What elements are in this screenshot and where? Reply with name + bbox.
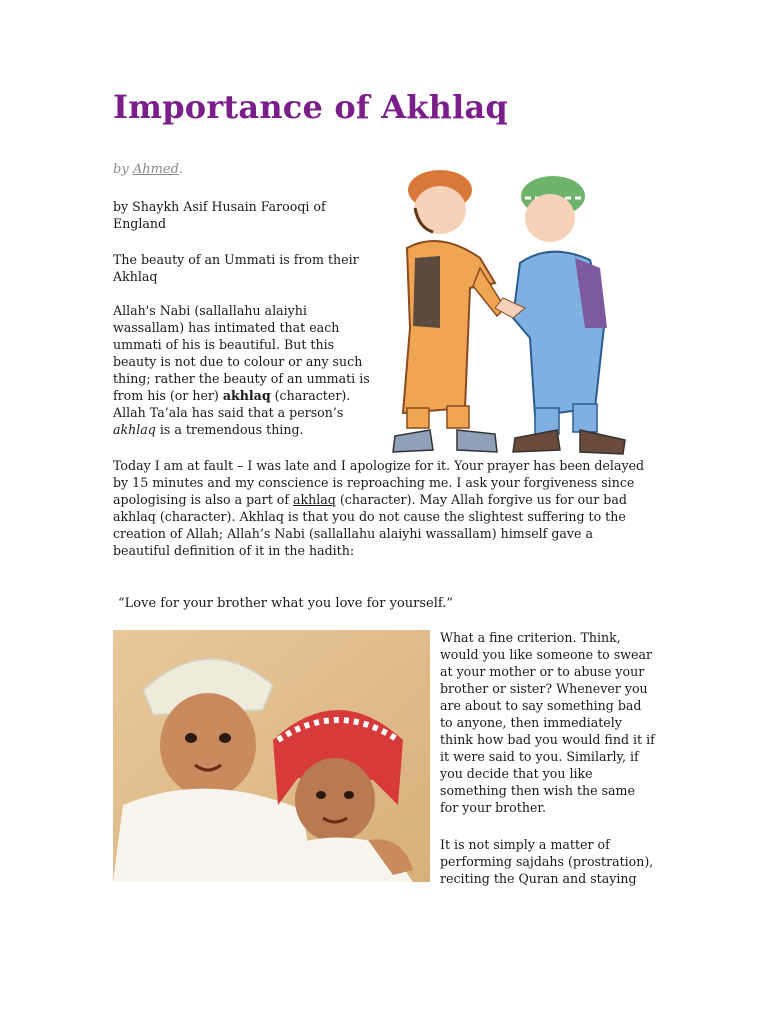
author-attribution: by Shaykh Asif Husain Farooqi of England (113, 199, 326, 231)
byline-prefix: by (113, 162, 133, 177)
sajdah-paragraph: It is not simply a matter of performing sajdahs (prostration), reciting the Quran and staying (440, 837, 654, 886)
akhlaq-bold: akhlaq (222, 388, 271, 403)
criterion-paragraph: What a fine criterion. Think, would you like someone to swear at your mother or to abuse your brother or sister? Whenever you are about to say something bad to anyone, then immediately think how bad you would find it if it were said to you. Similarly, if you decide that you like something then wish the same for your brother. (440, 630, 655, 815)
akhlaq-italic: akhlaq (113, 422, 156, 437)
nabi-paragraph: Allah's Nabi (sallallahu alaiyhi wassallam) has intimated that each ummati of his is beautiful. But this beauty is not due to colour or any such thing; rather the beauty of an ummati is from his (or her) akhlaq (character). Allah Ta’ala has said that a person’s akhlaq is a tremendous thing. (113, 303, 370, 437)
page-title: Importance of Akhlaq (113, 88, 508, 126)
hadith-quote: “Love for your brother what you love for yourself.” (118, 596, 453, 611)
author-link[interactable]: Ahmed (132, 162, 179, 177)
apology-paragraph: Today I am at fault – I was late and I apologize for it. Your prayer has been delayed by 15 minutes and my conscience is reproaching me. I ask your forgiveness since apologising is also a part of akhlaq (character). May Allah forgive us for our bad akhlaq (character). Akhlaq is that you do not cause the slightest suffering to the creation of Allah; Allah’s Nabi (sallallahu alaiyhi wassallam) himself gave a beautiful definition of it in the hadith: (113, 458, 645, 558)
byline-suffix: . (178, 162, 184, 177)
byline (113, 162, 183, 177)
boys-handshake-illustration (385, 168, 645, 456)
boys-photo (113, 630, 430, 882)
beauty-paragraph: The beauty of an Ummati is from their Akhlaq (113, 252, 359, 284)
akhlaq-underlined: akhlaq (293, 492, 336, 507)
